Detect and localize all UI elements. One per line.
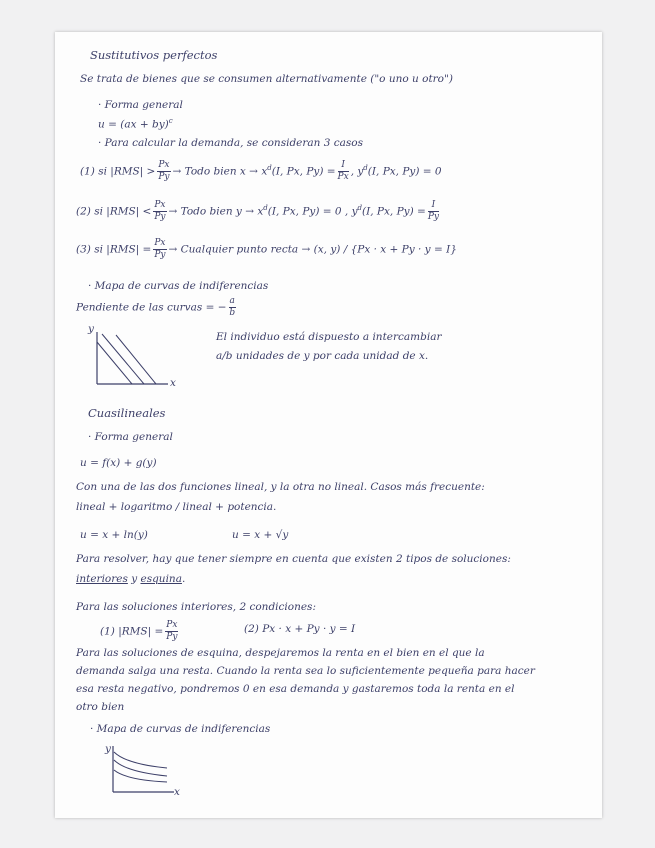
condition-2: (2) Px · x + Py · y = I [244,623,356,635]
utility-formula-2: u = f(x) + g(y) [80,457,157,469]
indifference-map-quasilinear [112,746,176,794]
heading-sustitutivos: Sustitutivos perfectos [90,48,218,62]
pendiente-line: Pendiente de las curvas = − $\frac{a}{b}$ [76,296,236,318]
individuo-line-1: El individuo está dispuesto a intercambiar [216,331,442,343]
indifference-map-perfect-substitutes [96,332,171,386]
mapa-curvas-1: · Mapa de curvas de indiferencias [88,280,269,292]
resolver-line-2: interiores y esquina. [76,573,186,585]
forma-general-2: · Forma general [88,431,173,443]
utility-sqrt: u = x + √y [232,529,289,541]
graph2-x-label: x [174,786,180,798]
graph1-x-label: x [170,377,176,389]
condition-1: (1) |RMS| = $\frac{Px}{Py}$ [100,620,178,642]
graph2-y-label: y [105,743,111,755]
soluciones-interiores: Para las soluciones interiores, 2 condiciones: [76,601,316,613]
heading-cuasilineales: Cuasilineales [88,406,166,420]
esquina-line-4: otro bien [76,701,125,713]
individuo-line-2: a/b unidades de y por cada unidad de x. [216,350,429,362]
utility-ln: u = x + ln(y) [80,529,148,541]
con-line-1: Con una de las dos funciones lineal, y la otra no lineal. Casos más frecuente: [76,481,485,493]
intro-line: Se trata de bienes que se consumen alternativamente ("o uno u otro") [80,73,453,85]
resolver-line-1: Para resolver, hay que tener siempre en cuenta que existen 2 tipos de soluciones: [76,553,511,565]
demanda-line: · Para calcular la demanda, se consideran 3 casos [98,137,364,149]
con-line-2: lineal + logaritmo / lineal + potencia. [76,501,277,513]
esquina-line-1: Para las soluciones de esquina, despejaremos la renta en el bien en el que la [76,647,485,659]
esquina-line-3: esa resta negativo, pondremos 0 en esa demanda y gastaremos toda la renta en el [76,683,515,695]
case-1: (1) si |RMS| > $\frac{Px}{Py}$ → Todo bien $x \to x^d(I$, Px, Py) = $\frac{I}{Px}$ , $y^d(I$, Px, Py) = 0 [80,160,442,182]
forma-general-1: · Forma general [98,99,183,111]
mapa-curvas-2: · Mapa de curvas de indiferencias [90,723,271,735]
graph1-y-label: y [88,323,94,335]
case-2: (2) si |RMS| < $\frac{Px}{Py}$ → Todo bien $y \to x^d(I$, Px, Py) = 0 , $y^d(I$, Px, Py) = $\frac{I}{Py}$ [76,200,439,222]
utility-formula-1: u = (ax + by)$^c$ [98,117,173,131]
esquina-line-2: demanda salga una resta. Cuando la renta sea lo suficientemente pequeña para hacer [76,665,535,677]
case-3: (3) si |RMS| = $\frac{Px}{Py}$ → Cualquier punto recta → (x, y) / {Px · x + Py · y = I} [76,238,457,260]
